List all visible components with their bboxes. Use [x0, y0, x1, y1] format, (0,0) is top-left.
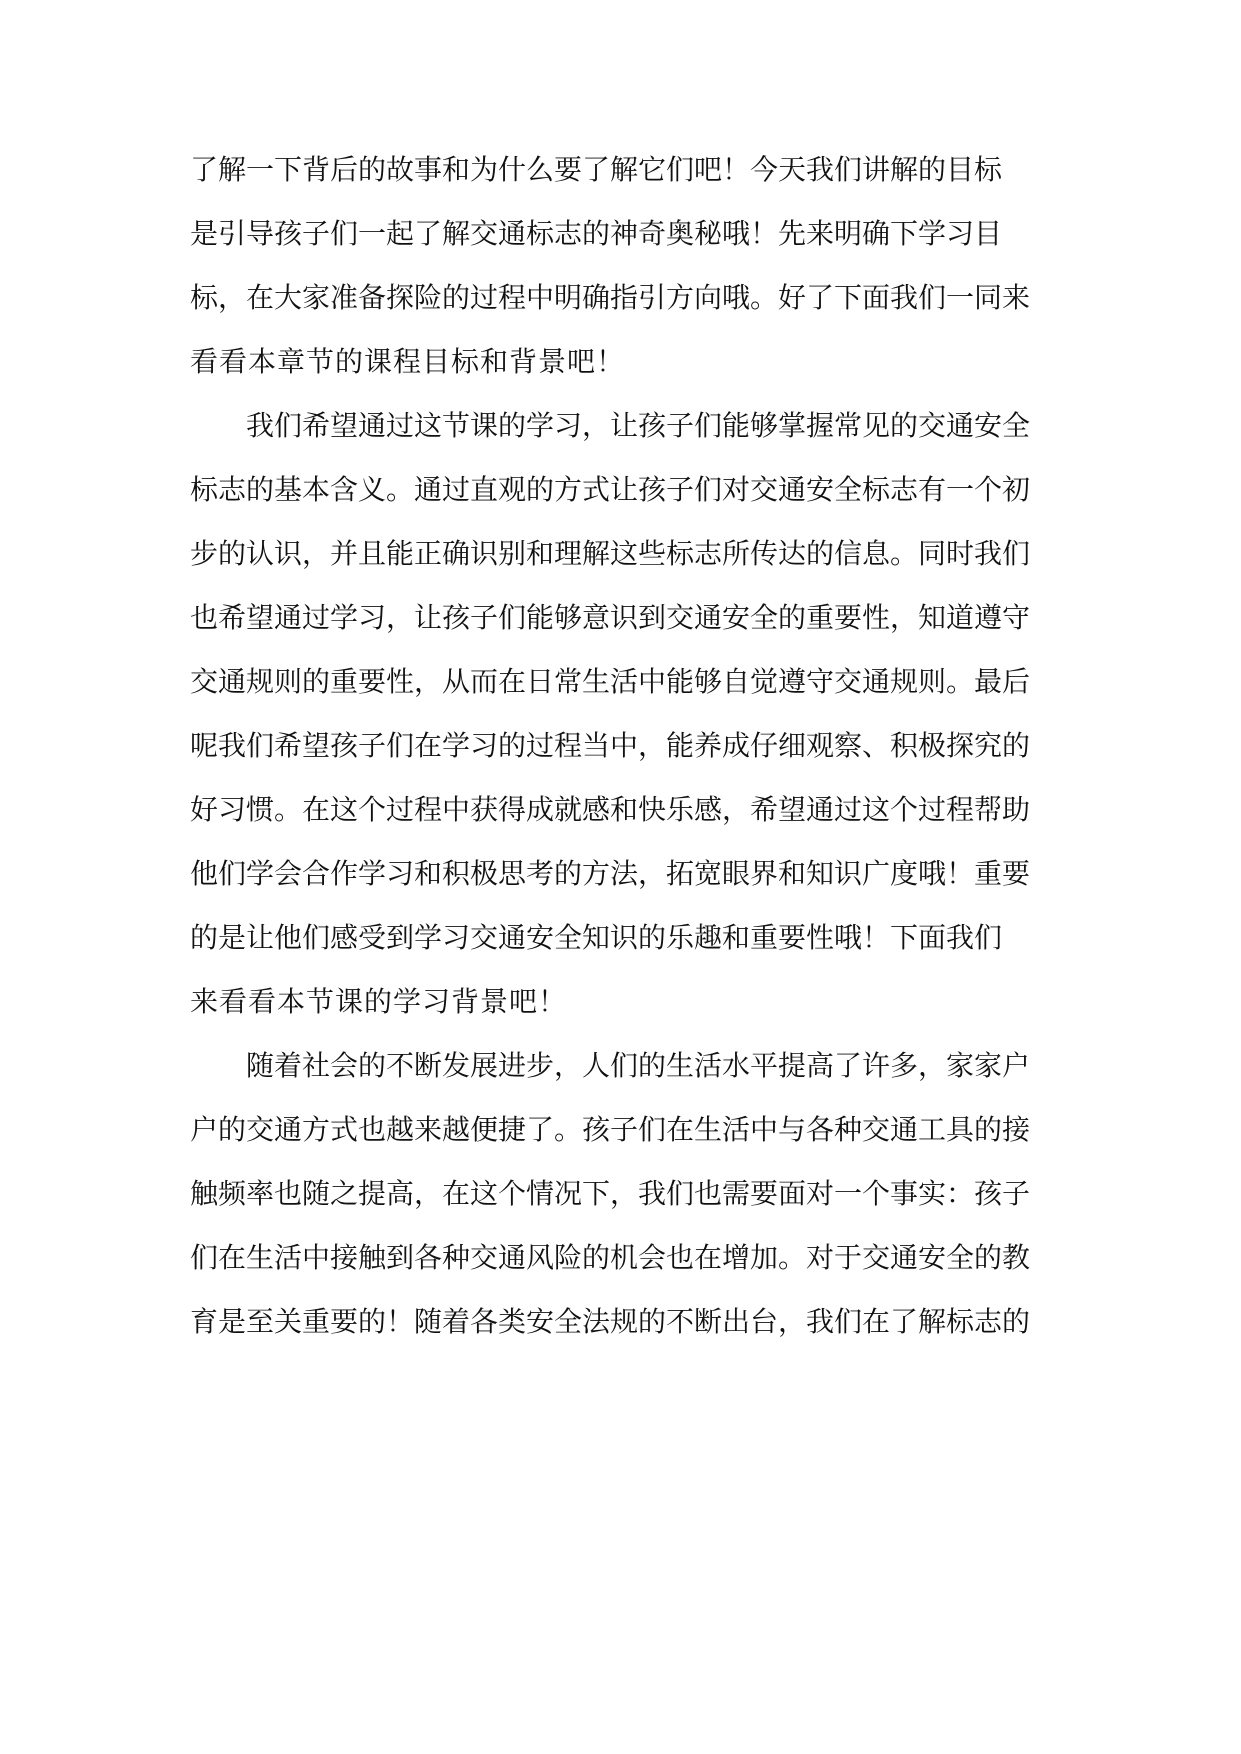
text-line: 的是让他们感受到学习交通安全知识的乐趣和重要性哦！下面我们	[190, 921, 1003, 954]
text-line: 我们希望通过这节课的学习，让孩子们能够掌握常见的交通安全	[246, 409, 1031, 442]
text-line: 了解一下背后的故事和为什么要了解它们吧！今天我们讲解的目标	[190, 153, 1003, 186]
text-line: 触频率也随之提高，在这个情况下，我们也需要面对一个事实：孩子	[190, 1177, 1031, 1210]
text-line: 也希望通过学习，让孩子们能够意识到交通安全的重要性，知道遵守	[190, 601, 1031, 634]
text-line: 随着社会的不断发展进步，人们的生活水平提高了许多，家家户	[246, 1049, 1031, 1082]
text-line: 步的认识，并且能正确识别和理解这些标志所传达的信息。同时我们	[190, 537, 1031, 570]
text-line: 是引导孩子们一起了解交通标志的神奇奥秘哦！先来明确下学习目	[190, 217, 1003, 250]
body-text	[190, 138, 1055, 1354]
text-line: 好习惯。在这个过程中获得成就感和快乐感，希望通过这个过程帮助	[190, 793, 1031, 826]
text-line: 呢我们希望孩子们在学习的过程当中，能养成仔细观察、积极探究的	[190, 729, 1031, 762]
text-line: 标志的基本含义。通过直观的方式让孩子们对交通安全标志有一个初	[190, 473, 1031, 506]
text-line: 标，在大家准备探险的过程中明确指引方向哦。好了下面我们一同来	[190, 281, 1031, 314]
text-line: 户的交通方式也越来越便捷了。孩子们在生活中与各种交通工具的接	[190, 1113, 1031, 1146]
text-line: 交通规则的重要性，从而在日常生活中能够自觉遵守交通规则。最后	[190, 665, 1031, 698]
text-line: 育是至关重要的！随着各类安全法规的不断出台，我们在了解标志的	[190, 1305, 1031, 1338]
text-line: 们在生活中接触到各种交通风险的机会也在增加。对于交通安全的教	[190, 1241, 1031, 1274]
text-line: 看看本章节的课程目标和背景吧！	[190, 345, 626, 378]
text-line: 他们学会合作学习和积极思考的方法，拓宽眼界和知识广度哦！重要	[190, 857, 1031, 890]
text-line: 来看看本节课的学习背景吧！	[190, 985, 568, 1018]
